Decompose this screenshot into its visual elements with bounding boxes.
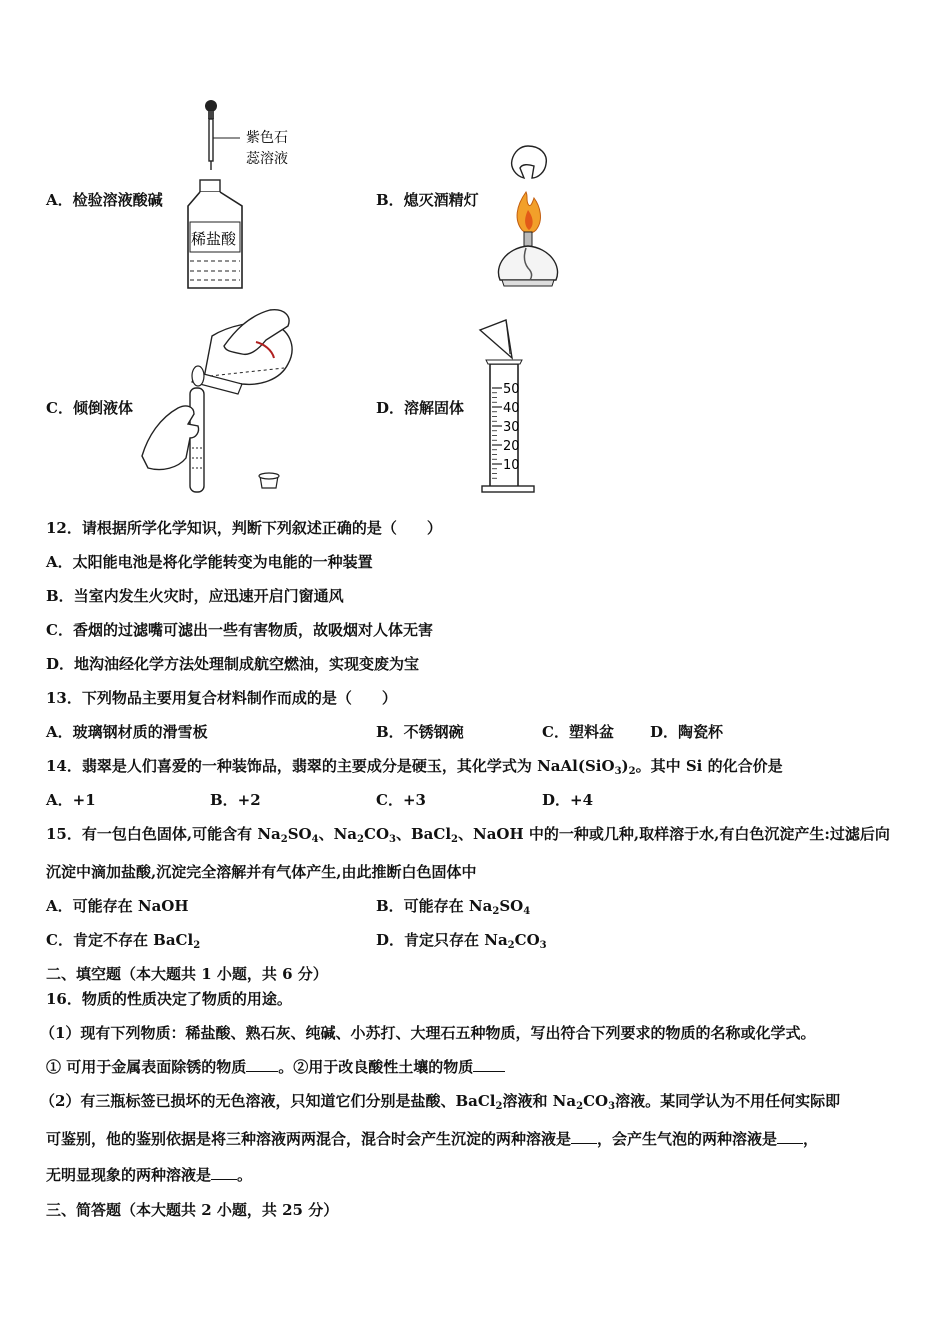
q16-p3-a: 可鉴别，他的鉴别依据是将三种溶液两两混合，混合时会产生沉淀的两种溶液是 xyxy=(46,1130,572,1148)
q14-option-a: A．+1 xyxy=(46,791,96,809)
cylinder-tick-label: 20 xyxy=(503,439,520,454)
q13-option-c: C．塑料盆 xyxy=(542,723,614,741)
q16-sub: 2 xyxy=(495,1101,503,1112)
q15-option-d xyxy=(376,930,547,950)
q15-sub: 2 xyxy=(492,906,500,917)
q13-option-a: A．玻璃钢材质的滑雪板 xyxy=(46,723,208,741)
cylinder-tick-label: 10 xyxy=(503,458,520,473)
q16-p4-b: 。 xyxy=(237,1166,253,1184)
section-3-heading: 三、简答题（本大题共 2 小题，共 25 分） xyxy=(46,1201,339,1219)
q15-l1-e: 、BaCl xyxy=(395,825,452,843)
q14-option-d: D．+4 xyxy=(542,791,594,809)
fig-a-label2: 蕊溶液 xyxy=(246,151,288,167)
q15-sub: 2 xyxy=(507,940,515,951)
q16-p2-a: （2）有三瓶标签已损坏的无色溶液，只知道它们分别是盐酸、BaCl xyxy=(40,1092,496,1110)
q16-sub: 3 xyxy=(608,1101,616,1112)
q15-option-c xyxy=(46,930,200,950)
q12-option-c: C．香烟的过滤嘴可滤出一些有害物质，故吸烟对人体无害 xyxy=(46,621,433,639)
q16-part2-line3 xyxy=(46,1165,252,1185)
q15-sub: 4 xyxy=(311,834,319,845)
q12-option-a: A．太阳能电池是将化学能转变为电能的一种装置 xyxy=(46,553,373,571)
q16-part2-line1 xyxy=(40,1091,840,1111)
answer-blank[interactable] xyxy=(571,1129,597,1144)
q15-sub: 2 xyxy=(193,940,201,951)
q15-l1-c: 、Na xyxy=(318,825,358,843)
q16-p4-a: 无明显现象的两种溶液是 xyxy=(46,1166,212,1184)
answer-blank[interactable] xyxy=(473,1057,505,1072)
q13-option-b: B．不锈钢碗 xyxy=(376,723,464,741)
q13-stem: 13．下列物品主要用复合材料制作而成的是（ ） xyxy=(46,689,397,707)
graduated-cylinder-figure xyxy=(478,318,546,498)
q16-part1-blanks xyxy=(46,1057,505,1077)
q15-sub: 2 xyxy=(280,834,288,845)
q15-l1-b: SO xyxy=(287,825,312,843)
q14-option-c: C．+3 xyxy=(376,791,426,809)
q16-p2-d: 溶液。某同学认为不用任何实际即 xyxy=(615,1092,841,1110)
q15-l1-f: 、NaOH 中的一种或几种,取样溶于水,有白色沉淀产生:过滤后向 xyxy=(458,825,890,843)
pouring-liquid-figure xyxy=(138,306,310,498)
alcohol-lamp-figure xyxy=(488,140,568,292)
q15-l1-d: CO xyxy=(364,825,390,843)
q14-stem-b: ) xyxy=(621,757,629,775)
q16-p2-c: CO xyxy=(583,1092,609,1110)
q14-stem-c: 。其中 Si 的化合价是 xyxy=(635,757,783,775)
q15-option-b xyxy=(376,896,530,916)
q14-sub2: 2 xyxy=(628,766,636,777)
q15-c-a: C．肯定不存在 BaCl xyxy=(46,931,194,949)
q16-p1-b: 。②用于改良酸性土壤的物质 xyxy=(278,1058,474,1076)
q14-sub1: 3 xyxy=(614,766,622,777)
q15-stem-line1 xyxy=(46,824,890,844)
cylinder-tick-label: 30 xyxy=(503,420,520,435)
q16-stem: 16．物质的性质决定了物质的用途。 xyxy=(46,990,292,1008)
answer-blank[interactable] xyxy=(246,1057,278,1072)
answer-blank[interactable] xyxy=(211,1165,237,1180)
q11-option-b: B．熄灭酒精灯 xyxy=(376,191,479,209)
q15-b-b: SO xyxy=(499,897,524,915)
q16-p3-c: ， xyxy=(803,1130,819,1148)
q15-sub: 3 xyxy=(389,834,396,845)
q13-option-d: D．陶瓷杯 xyxy=(650,723,724,741)
fig-a-bottle-label: 稀盐酸 xyxy=(191,230,237,248)
q14-stem-a: 14．翡翠是人们喜爱的一种装饰品，翡翠的主要成分是硬玉，其化学式为 NaAl(SiO xyxy=(46,757,615,775)
section-2-heading: 二、填空题（本大题共 1 小题，共 6 分） xyxy=(46,965,328,983)
q11-option-a: A．检验溶液酸碱 xyxy=(46,191,163,209)
fig-a-label1: 紫色石 xyxy=(246,130,288,146)
q15-sub: 2 xyxy=(451,834,458,845)
q16-sub: 2 xyxy=(576,1101,584,1112)
q15-sub: 4 xyxy=(523,906,531,917)
q15-l1-a: 15．有一包白色固体,可能含有 Na xyxy=(46,825,281,843)
q15-d-b: CO xyxy=(514,931,540,949)
q15-stem-line2: 沉淀中滴加盐酸,沉淀完全溶解并有气体产生,由此推断白色固体中 xyxy=(46,863,477,881)
q11-option-c: C．倾倒液体 xyxy=(46,399,133,417)
q12-option-b: B．当室内发生火灾时，应迅速开启门窗通风 xyxy=(46,587,344,605)
q11-option-d: D．溶解固体 xyxy=(376,399,465,417)
q15-d-a: D．肯定只存在 Na xyxy=(376,931,508,949)
q14-stem xyxy=(46,756,783,776)
q16-p3-b: ，会产生气泡的两种溶液是 xyxy=(597,1130,778,1148)
q15-sub: 2 xyxy=(357,834,364,845)
cylinder-tick-label: 40 xyxy=(503,401,520,416)
answer-blank[interactable] xyxy=(777,1129,803,1144)
litmus-dropper-bottle-figure xyxy=(180,96,305,292)
q12-stem: 12．请根据所学化学知识，判断下列叙述正确的是（ ） xyxy=(46,519,442,537)
cylinder-tick-label: 50 xyxy=(503,382,520,397)
q15-option-a: A．可能存在 NaOH xyxy=(46,897,189,915)
q16-p1-a: ① 可用于金属表面除锈的物质 xyxy=(46,1058,247,1076)
q12-option-d: D．地沟油经化学方法处理制成航空燃油，实现变废为宝 xyxy=(46,655,420,673)
q14-option-b: B．+2 xyxy=(210,791,261,809)
q15-b-a: B．可能存在 Na xyxy=(376,897,493,915)
q16-part1: （1）现有下列物质：稀盐酸、熟石灰、纯碱、小苏打、大理石五种物质，写出符合下列要求的物质的名称或化学式。 xyxy=(40,1024,816,1042)
q15-sub: 3 xyxy=(539,940,547,951)
q16-p2-b: 溶液和 Na xyxy=(502,1092,577,1110)
q16-part2-line2 xyxy=(46,1129,818,1149)
